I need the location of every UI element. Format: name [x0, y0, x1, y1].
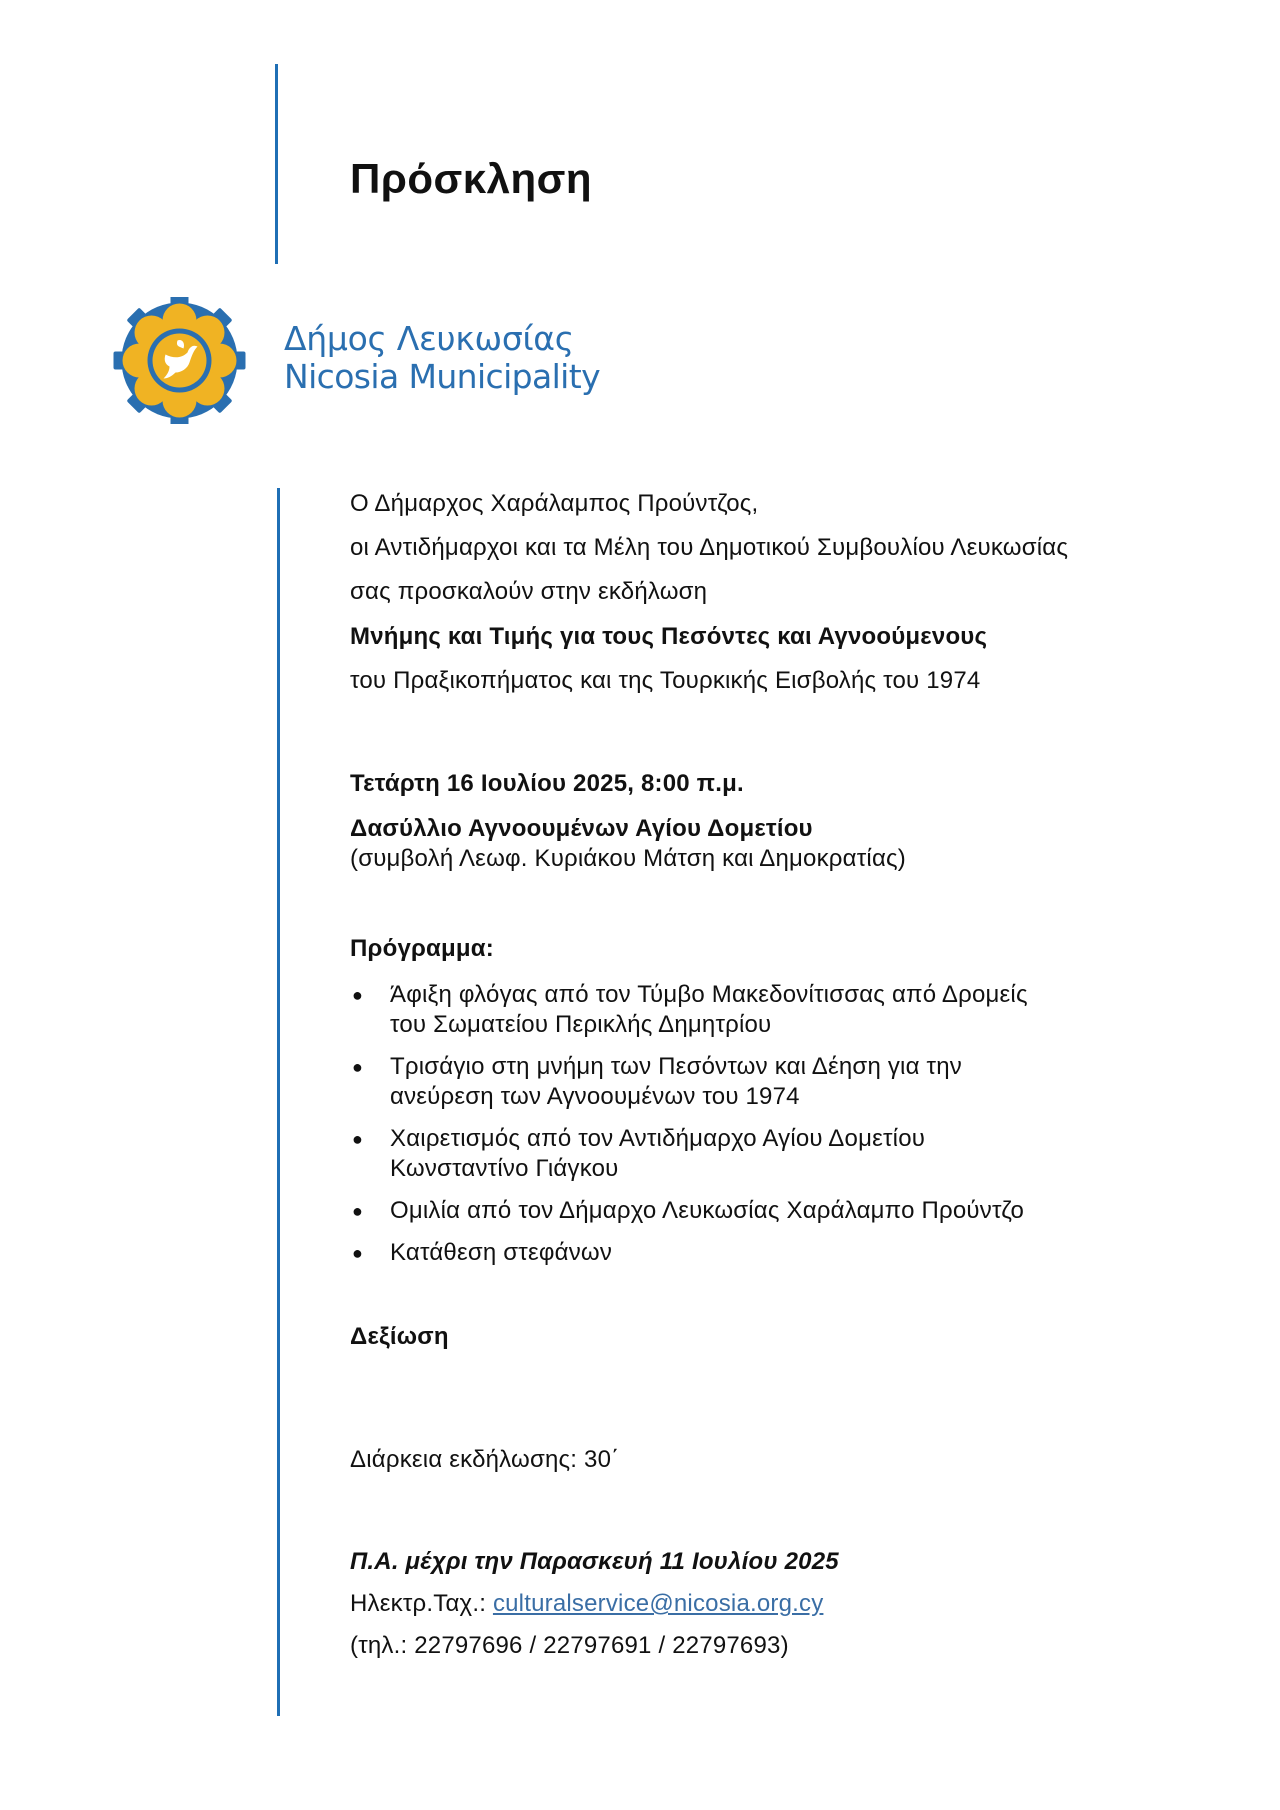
program-list [350, 980, 1130, 1280]
phone-numbers: (τηλ.: 22797696 / 22797691 / 22797693) [350, 1632, 789, 1659]
event-subtitle: του Πραξικοπήματος και της Τουρκικής Εισβολής του 1974 [350, 667, 981, 694]
program-item-text: Άφιξη φλόγας από τον Τύμβο Μακεδονίτισσας από Δρομείς [390, 981, 1028, 1008]
program-item-text: Κωνσταντίνο Γιάγκου [390, 1155, 619, 1182]
program-item-text: Ομιλία από τον Δήμαρχο Λευκωσίας Χαράλαμπο Προύντζο [390, 1197, 1025, 1224]
email-line [350, 1590, 823, 1618]
program-item [350, 980, 1130, 1040]
program-item [350, 1124, 1130, 1184]
program-item [350, 1238, 1130, 1268]
intro-line-1: Ο Δήμαρχος Χαράλαμπος Προύντζος, [350, 490, 759, 517]
side-rule [277, 488, 280, 1716]
bullet-icon: ● [352, 1243, 364, 1263]
municipality-logo [112, 297, 247, 424]
page-title: Πρόσκληση [350, 155, 593, 202]
program-item-text: ανεύρεση των Αγνοουμένων του 1974 [390, 1083, 800, 1110]
event-datetime: Τετάρτη 16 Ιουλίου 2025, 8:00 π.μ. [350, 770, 744, 797]
bullet-icon: ● [352, 1201, 364, 1221]
program-heading: Πρόγραμμα: [350, 935, 494, 962]
program-item-text: Χαιρετισμός από τον Αντιδήμαρχο Αγίου Δομετίου [390, 1125, 926, 1152]
bullet-icon: ● [352, 985, 364, 1005]
rsvp-deadline: Π.Α. μέχρι την Παρασκευή 11 Ιουλίου 2025 [350, 1548, 839, 1575]
reception: Δεξίωση [350, 1323, 449, 1350]
intro-line-2: οι Αντιδήμαρχοι και τα Μέλη του Δημοτικού Συμβουλίου Λευκωσίας [350, 534, 1069, 561]
event-duration: Διάρκεια εκδήλωσης: 30΄ [350, 1446, 620, 1473]
program-item [350, 1196, 1130, 1226]
municipality-name [284, 320, 600, 396]
event-venue: Δασύλλιο Αγνοουμένων Αγίου Δομετίου [350, 815, 813, 842]
intro-line-3: σας προσκαλούν στην εκδήλωση [350, 578, 708, 605]
top-rule [275, 64, 278, 264]
municipality-name-el: Δήμος Λευκωσίας [284, 319, 574, 358]
program-item-text: Τρισάγιο στη μνήμη των Πεσόντων και Δέηση για την [390, 1053, 962, 1080]
program-item [350, 1052, 1130, 1112]
municipality-name-en: Nicosia Municipality [284, 357, 601, 396]
program-item-text: Κατάθεση στεφάνων [390, 1239, 613, 1266]
bullet-icon: ● [352, 1057, 364, 1077]
event-title: Μνήμης και Τιμής για τους Πεσόντες και Αγνοούμενους [350, 623, 988, 650]
program-item-text: του Σωματείου Περικλής Δημητρίου [390, 1011, 772, 1038]
email-link[interactable]: culturalservice@nicosia.org.cy [492, 1590, 824, 1617]
bullet-icon: ● [352, 1129, 364, 1149]
event-venue-detail: (συμβολή Λεωφ. Κυριάκου Μάτση και Δημοκρατίας) [350, 845, 906, 872]
email-label: Ηλεκτρ.Ταχ.: [350, 1590, 493, 1617]
